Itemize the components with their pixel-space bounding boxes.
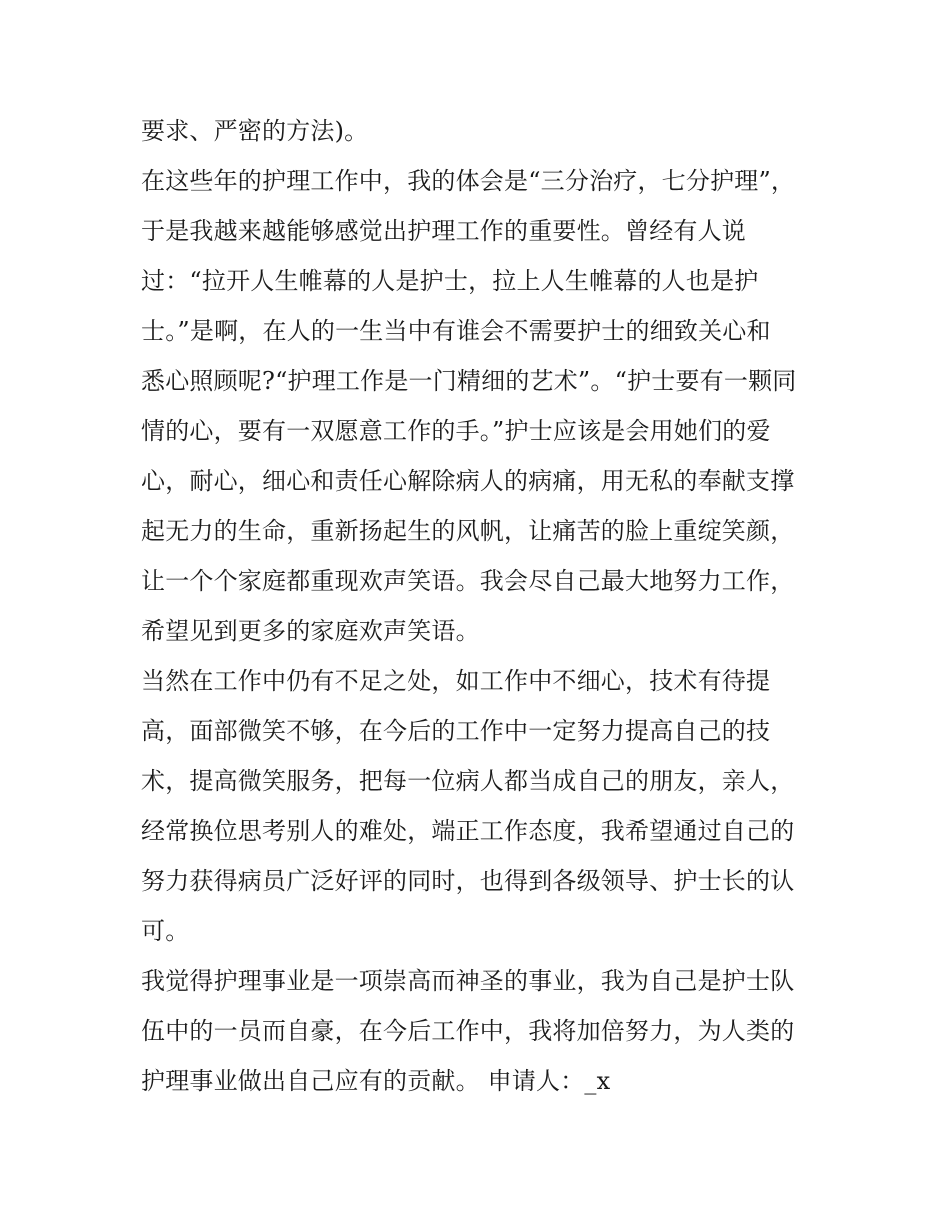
text-line: 护理事业做出自己应有的贡献。 申请人：_x xyxy=(141,1067,611,1095)
text-line: 让一个个家庭都重现欢声笑语。我会尽自己最大地努力工作， xyxy=(141,567,795,595)
text-line: 于是我越来越能够感觉出护理工作的重要性。曾经有人说 xyxy=(141,217,746,245)
text-line: 悉心照顾呢?“护理工作是一门精细的艺术”。“护士要有一颗同 xyxy=(141,367,797,395)
text-line: 情的心，要有一双愿意工作的手。”护士应该是会用她们的爱 xyxy=(141,417,771,445)
text-line: 心，耐心，细心和责任心解除病人的病痛，用无私的奉献支撑 xyxy=(141,467,795,495)
text-line: 经常换位思考别人的难处，端正工作态度，我希望通过自己的 xyxy=(141,817,795,845)
text-line: 要求、严密的方法)。 xyxy=(141,117,369,145)
text-line: 高，面部微笑不够，在今后的工作中一定努力提高自己的技 xyxy=(141,717,771,745)
text-line: 可。 xyxy=(141,917,190,945)
text-line: 在这些年的护理工作中，我的体会是“三分治疗，七分护理”， xyxy=(141,167,796,195)
text-line: 过：“拉开人生帷幕的人是护士，拉上人生帷幕的人也是护 xyxy=(141,267,759,295)
text-line: 当然在工作中仍有不足之处，如工作中不细心，技术有待提 xyxy=(141,667,771,695)
text-line: 术，提高微笑服务，把每一位病人都当成自己的朋友，亲人， xyxy=(141,767,795,795)
text-line: 我觉得护理事业是一项崇高而神圣的事业，我为自己是护士队 xyxy=(141,967,795,995)
text-line: 伍中的一员而自豪，在今后工作中，我将加倍努力，为人类的 xyxy=(141,1017,795,1045)
text-line: 希望见到更多的家庭欢声笑语。 xyxy=(141,617,480,645)
text-line: 士。”是啊，在人的一生当中有谁会不需要护士的细致关心和 xyxy=(141,317,771,345)
text-line: 努力获得病员广泛好评的同时，也得到各级领导、护士长的认 xyxy=(141,867,795,895)
text-line: 起无力的生命，重新扬起生的风帆，让痛苦的脸上重绽笑颜， xyxy=(141,517,795,545)
